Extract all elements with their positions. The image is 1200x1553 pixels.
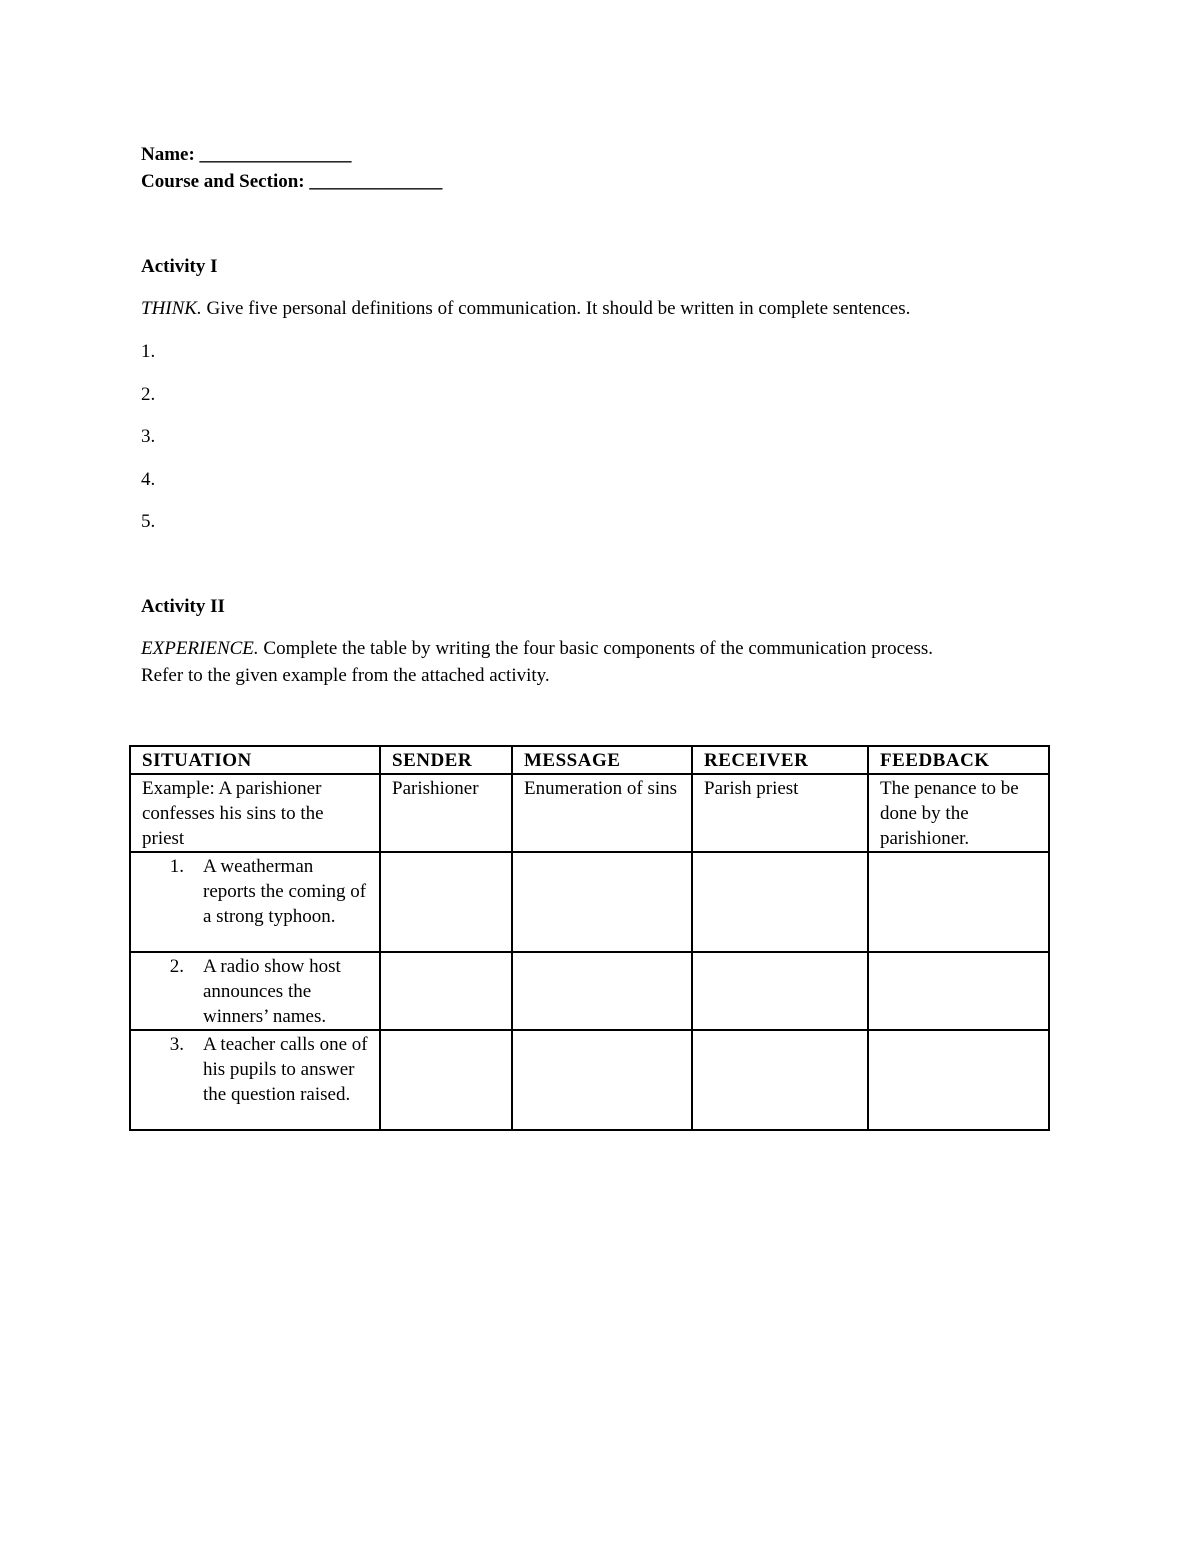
activity-2-instruction-line-1 bbox=[141, 635, 933, 662]
situation-cell-2 bbox=[130, 952, 380, 1030]
activity-2-instruction-text: Complete the table by writing the four basic components of the communication process. bbox=[258, 638, 934, 659]
message-answer-cell[interactable] bbox=[512, 852, 692, 952]
activity-1-title: Activity I bbox=[141, 256, 218, 277]
communication-components-table bbox=[129, 745, 1050, 1131]
example-receiver: Parish priest bbox=[692, 774, 868, 852]
activity-2-title: Activity II bbox=[141, 596, 225, 617]
header-situation: SITUATION bbox=[130, 746, 380, 774]
activity-1-instruction-text: Give five personal definitions of communication. It should be written in complete sentences. bbox=[201, 298, 911, 319]
header-receiver: RECEIVER bbox=[692, 746, 868, 774]
sender-answer-cell[interactable] bbox=[380, 952, 512, 1030]
header-sender: SENDER bbox=[380, 746, 512, 774]
receiver-answer-cell[interactable] bbox=[692, 1030, 868, 1130]
definition-item-4: 4. bbox=[141, 469, 156, 490]
definition-item-2: 2. bbox=[141, 384, 156, 405]
course-section-field-label: Course and Section: ______________ bbox=[141, 171, 443, 192]
feedback-answer-cell[interactable] bbox=[868, 952, 1049, 1030]
example-sender: Parishioner bbox=[380, 774, 512, 852]
situation-text: A weatherman reports the coming of a strong typhoon. bbox=[203, 856, 367, 927]
situation-text: A radio show host announces the winners’ names. bbox=[203, 956, 341, 1027]
message-answer-cell[interactable] bbox=[512, 952, 692, 1030]
sender-answer-cell[interactable] bbox=[380, 1030, 512, 1130]
situation-number: 2. bbox=[169, 956, 184, 977]
definition-item-3: 3. bbox=[141, 426, 156, 447]
receiver-answer-cell[interactable] bbox=[692, 952, 868, 1030]
situation-cell-3 bbox=[130, 1030, 380, 1130]
header-message: MESSAGE bbox=[512, 746, 692, 774]
feedback-answer-cell[interactable] bbox=[868, 852, 1049, 952]
definition-item-1: 1. bbox=[141, 341, 156, 362]
header-feedback: FEEDBACK bbox=[868, 746, 1049, 774]
situation-number: 1. bbox=[169, 856, 184, 877]
example-row bbox=[130, 774, 1049, 852]
table-row bbox=[130, 852, 1049, 952]
situation-cell-1 bbox=[130, 852, 380, 952]
situation-text: A teacher calls one of his pupils to answer the question raised. bbox=[203, 1034, 368, 1105]
definition-item-5: 5. bbox=[141, 511, 156, 532]
example-feedback: The penance to be done by the parishioner. bbox=[868, 774, 1049, 852]
receiver-answer-cell[interactable] bbox=[692, 852, 868, 952]
table-row bbox=[130, 1030, 1049, 1130]
situation-number: 3. bbox=[169, 1034, 184, 1055]
activity-1-instruction-lead: THINK. bbox=[141, 298, 202, 319]
activity-2-instruction-line-2: Refer to the given example from the attached activity. bbox=[141, 665, 550, 686]
name-field-label: Name: ________________ bbox=[141, 144, 352, 165]
activity-2-instruction-lead: EXPERIENCE. bbox=[141, 638, 259, 659]
message-answer-cell[interactable] bbox=[512, 1030, 692, 1130]
feedback-answer-cell[interactable] bbox=[868, 1030, 1049, 1130]
sender-answer-cell[interactable] bbox=[380, 852, 512, 952]
activity-1-instruction bbox=[141, 295, 910, 322]
table-row bbox=[130, 952, 1049, 1030]
table-header-row bbox=[130, 746, 1049, 774]
example-message: Enumeration of sins bbox=[512, 774, 692, 852]
example-situation: Example: A parishioner confesses his sins to the priest bbox=[130, 774, 380, 852]
